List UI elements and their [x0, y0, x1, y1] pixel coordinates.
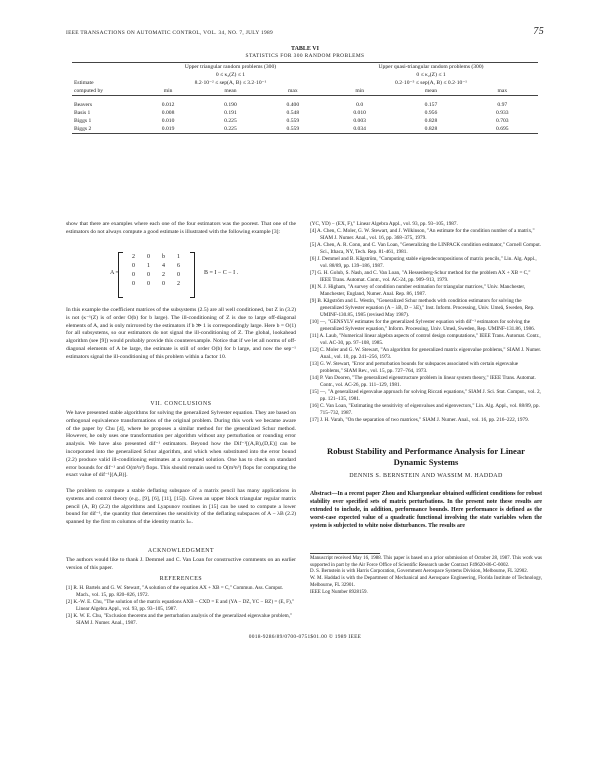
page-number: 75	[533, 26, 544, 37]
reference-item: [1] R. H. Bartels and G. W. Stewart, "A solution of the equation AX + XB = C," Commun. Ass. Comput. Mach., vol. 15, pp. 820–826, 1972.	[66, 585, 284, 598]
reference-item: (YC, YD) − (EX, F)," Linear Algebra Appl., vol. 93, pp. 93–105, 1987.	[310, 221, 458, 227]
reference-item: [17] J. H. Varah, "On the separation of two matrices," SIAM J. Numer. Anal., vol. 16, pp. 216–222, 1979.	[310, 417, 529, 423]
table-group-1: Upper triangular random problems (300)	[137, 63, 324, 72]
table-subtitle: STATISTICS FOR 300 RANDOM PROBLEMS	[245, 53, 365, 59]
reference-item: [7] G. H. Golub, S. Nash, and C. Van Loan, "A Hessenberg-Schur method for the problem AX + XB = C," IEEE Trans. Automat. Contr., vol. AC-24, pp. 909–913, 1979.	[310, 270, 531, 283]
left-paragraph-5: The authors would like to thank J. Demmel and C. Van Loan for constructive comments on an earlier version of this paper.	[66, 557, 296, 571]
table-row: Biggs 2 0.019 0.225 0.559 0.034 0.828 0.695	[72, 125, 538, 134]
table-group-2: Upper quasi-triangular random problems (300)	[324, 63, 538, 72]
table-row-header: Estimate	[74, 80, 94, 86]
article-abstract: Abstract—In a recent paper Zhou and Khargonekar obtained sufficient conditions for robust stability over specified sets of matrix perturbations. In the present note these results are extended to include, in addition, performance bounds. Here performance is defined as the worst-case expected value of a quadratic functional involving the state variables when the system is subjected to white noise disturbances. The results are	[310, 491, 542, 529]
table-row: Basis 1 0.008 0.191 0.548 0.010 0.956 0.933	[74, 110, 509, 116]
table-col-header: max	[467, 87, 538, 96]
footnote-item: IEEE Log Number 8928159.	[310, 589, 368, 595]
reference-item: [15] —, "A generalized eigenvalue approach for solving Riccati equations," SIAM J. Sci. Stat. Comput., vol. 2, pp. 121–135, 1981.	[310, 389, 541, 402]
reference-item: [9] B. Kågström and L. Westin, "Generalized Schur methods with condition estimators for solving the generalized Sylvester equation (A − λB, D − λE)," Inst. Inform. Processing, Univ. Umeå, Sweden, Rep. UMINF-130.85, 1985 (revised May 1987).	[310, 298, 535, 318]
footnote-item: Manuscript received May 16, 1988. This paper is based on a prior submission of October 28, 1987. This work was supported in part by the Air Force Office of Scientific Research under Contract F49620-86-C-0002.	[310, 556, 542, 568]
article-title: Robust Stability and Performance Analysis for Linear Dynamic Systems	[327, 446, 525, 467]
table-group-2-cond: 0 ≤ κ₂(Z) ≤ 1	[416, 72, 446, 78]
matrix-left-bracket	[118, 252, 123, 298]
reference-item: [8] N. J. Higham, "A survey of condition number estimation for triangular matrices," Univ. Manchester, Manchester, England, Numer. Anal. Rep. 86, 1987.	[310, 284, 526, 297]
table-col-header: mean	[199, 87, 261, 96]
section-heading-conclusions: VII. CONCLUSIONS	[150, 401, 212, 407]
left-paragraph-4: The problem to compute a stable deflating subspace of a matrix pencil has many applications in systems and control theory (e.g., [9], [6], [11], [15]). Given an upper block triangular regular matrix pencil (A, B) (2.2) the algorithms and Lyapunov routines in [15] can be used to compute a lower bound for dif⁻¹, the quantity that determines the sensitivity of the deflating subspaces of A − λB (2.2) spanned by the first m columns of the identity matrix Iₘ.	[66, 488, 296, 526]
table-group-1-sep: 8.2·10⁻² ≤ sep(A, B) ≤ 3.2·10⁻¹	[194, 80, 267, 86]
matrix-grid: 2 0 b 1 0 1 4 6 0 0 2 0 0 0 0 2	[132, 254, 180, 287]
left-reference-list	[66, 585, 296, 627]
table-col-header: min	[137, 87, 199, 96]
right-reference-list	[310, 221, 542, 424]
reference-item: [3] K. W. E. Chu, "Exclusion theorems and the perturbation analysis of the generalized eigenvalue problem," SIAM J. Numer. Anal., 1987.	[66, 613, 293, 626]
section-heading-acknowledgment: ACKNOWLEDGMENT	[147, 548, 215, 554]
reference-item: [10] —, "GENSYLV estimates for the generalized Sylvester equation with dif⁻¹ estimators for solving the generalized Sylvester equation," Inform. Processing, Univ. Umeå, Sweden, Rep. UMINF-131.86, 1986.	[310, 319, 536, 332]
reference-item: [6] J. Demmel and B. Kågström, "Computing stable eigendecompositions of matrix pencils," Lin. Alg. Appl., vol. 88/89, pp. 139–186, 1987.	[310, 256, 537, 269]
reference-item: [14] P. Van Dooren, "The generalized eigenstructure problem in linear system theory," IEEE Trans. Automat. Contr., vol. AC-26, pp. 111–129, 1981.	[310, 375, 536, 388]
left-paragraph-1: show that there are examples where each one of the four estimators was the poorest. That one of the estimators do not always compute a good estimate is illustrated with the following example [3]:	[66, 221, 296, 235]
footnote-item: W. M. Haddad is with the Department of Mechanical and Aerospace Engineering, Florida Institute of Technology, Melbourne, FL 32901.	[310, 576, 542, 588]
table-title: TABLE VI	[291, 46, 319, 52]
statistics-table	[72, 62, 538, 134]
page-footer: 0018-9286/89/0700-0751$01.00 © 1989 IEEE	[248, 634, 362, 640]
table-group-2-sep: 0.2·10⁻⁵ ≤ sep(A, B) ≤ 0.2·10⁻¹	[395, 80, 467, 86]
table-row-header-2: computed by	[72, 87, 137, 96]
table-row: Beavers 0.012 0.190 0.400 0.0 0.157 0.97	[74, 102, 508, 108]
footnote-divider	[310, 553, 380, 554]
section-heading-references: REFERENCES	[159, 576, 203, 582]
article-footnotes	[310, 556, 542, 596]
table-row: Biggs 1 0.010 0.225 0.559 0.003 0.828 0.703	[74, 118, 509, 124]
reference-item: [5] A. Chen, A. R. Conn, and C. Van Loan, "Generalizing the LINPACK condition estimator," Cornell Comput. Sci., Ithaca, NY, Tech. Rep. 81-461, 1981.	[310, 242, 541, 255]
table-col-header: mean	[395, 87, 466, 96]
running-header	[66, 26, 544, 37]
footnote-item: D. S. Bernstein is with Harris Corporation, Government Aerospace Systems Division, Melbourne, FL 32902.	[310, 569, 528, 575]
table-col-header: min	[324, 87, 395, 96]
matrix-right-bracket	[190, 252, 195, 298]
left-paragraph-3: We have presented stable algorithms for solving the generalized Sylvester equation. They are based on orthogonal equivalence transformations of the original problem. During this work we became aware of the paper by Chu [4], where he proposes a similar method for the generalized Schur method. However, he only uses one transformation per algorithm without any perturbation or rounding error analysis. We have also presented dif⁻¹ estimators. Beyond how the Dif⁻¹[(A,B),(D,E)] can be incorporated into the generalized Schur algorithm, and which when substituted into the error bound (2.2) produce valid ill-conditioning estimates at a computed solution. One has to check on standard error bounds for dif⁻¹ and O(m³n³) flops. This should remain used to O(m³n³) flops for computing the exact value of dif⁻¹[(A,B)].	[66, 410, 296, 479]
reference-item: [4] A. Chen, C. Moler, G. W. Stewart, and J. Wilkinson, "An estimate for the condition number of a matrix," SIAM J. Numer. Anal., vol. 16, pp. 368–375, 1979.	[310, 228, 535, 241]
left-paragraph-2: In this example the coefficient matrices of the subsystems (2.5) are all well conditioned, but Z in (3.2) is not (κ⁻¹(Z) is of order O(b) for b large). The ill-conditioning of Z is due to large off-diagonal elements of A, and is only mirrored by the estimators if b ≫ 1 is correspondingly large. Here b = O(1) for all subsystems, so our estimators do not signal the ill-conditioning of Z. The global, lookahead algorithm (see [9]) would probably provide this counterexample. Notice that if we let all norms of off-diagonal elements of A be large, the estimate is still of order O(b) for b large, and now the sep⁻¹ estimators signal the ill-conditioning of this problem within a factor 10.	[66, 307, 296, 360]
article-authors: DENNIS S. BERNSTEIN AND WASSIM M. HADDAD	[349, 473, 503, 479]
matrix-rhs: B = I − C − I .	[204, 270, 239, 276]
table-col-header: max	[262, 87, 324, 96]
matrix-equation	[110, 252, 280, 300]
reference-item: [16] C. Van Loan, "Estimating the sensitivity of eigenvalues and eigenvectors," Lin. Alg. Appl., vol. 88/89, pp. 715–732, 1987.	[310, 403, 540, 416]
matrix-lhs: A =	[110, 270, 119, 276]
reference-item: [12] C. Moler and G. W. Stewart, "An algorithm for generalized matrix eigenvalue problems," SIAM J. Numer. Anal., vol. 10, pp. 241–256, 1973.	[310, 347, 542, 360]
reference-item: [2] K.-W. E. Chu, "The solution of the matrix equations AXB − CXD = E and (YA − DZ, YC − BZ) = (E, F)," Linear Algebra Appl., vol. 93, pp. 93–105, 1987.	[66, 599, 295, 612]
reference-item: [11] A. Laub, "Numerical linear algebra aspects of control design computations," IEEE Trans. Automat. Contr., vol. AC-30, pp. 97–108, 1985.	[310, 333, 541, 346]
running-header-text: IEEE TRANSACTIONS ON AUTOMATIC CONTROL, VOL. 34, NO. 7, JULY 1989	[66, 30, 273, 36]
reference-item: [13] G. W. Stewart, "Error and perturbation bounds for subspaces associated with certain eigenvalue problems," SIAM Rev., vol. 15, pp. 727–764, 1973.	[310, 361, 519, 374]
table-group-1-cond: 0 ≤ κ₂(Z) ≤ 1	[215, 72, 246, 78]
